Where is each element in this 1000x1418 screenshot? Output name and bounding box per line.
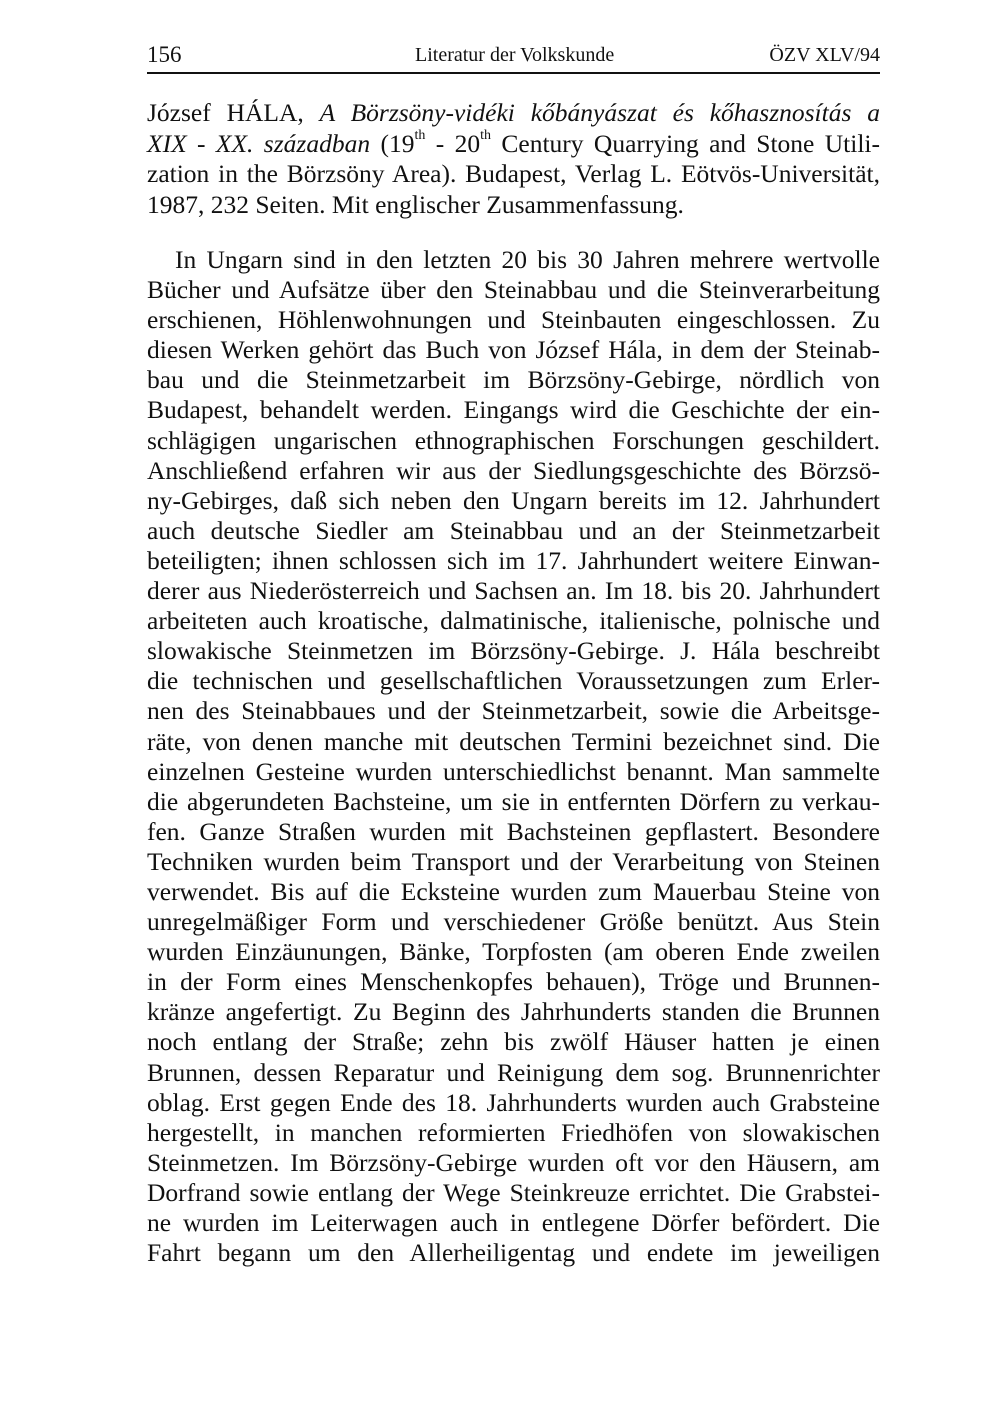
- citation-line-2: [147, 129, 880, 160]
- citation-superscript-1: th: [414, 128, 426, 143]
- body-line: schlägigen ungarischen ethnographischen Forschungen geschildert.: [147, 425, 880, 455]
- body-line: hergestellt, in manchen reformierten Friedhöfen von slowakischen: [147, 1117, 880, 1147]
- bibliographic-citation: [147, 98, 880, 220]
- running-header: [147, 40, 880, 74]
- body-line: kränze angefertigt. Zu Beginn des Jahrhunderts standen die Brunnen: [147, 997, 880, 1027]
- body-line: slowakische Steinmetzen im Börzsöny-Gebirge. J. Hála beschreibt: [147, 636, 880, 666]
- body-line: Budapest, behandelt werden. Eingangs wird die Geschichte der ein-: [147, 395, 880, 425]
- body-line: Anschließend erfahren wir aus der Siedlungsgeschichte des Börzsö-: [147, 455, 880, 485]
- citation-author: József HÁLA,: [147, 98, 320, 127]
- body-line: In Ungarn sind in den letzten 20 bis 30 Jahren mehrere wertvolle: [175, 245, 880, 274]
- body-line: Techniken wurden beim Transport und der Verarbeitung von Steinen: [147, 846, 880, 876]
- body-line: einzelnen Gesteine wurden unterschiedlichst benannt. Man sammelte: [147, 756, 880, 786]
- body-line: die technischen und gesellschaftlichen Voraussetzungen zum Erler-: [147, 666, 880, 696]
- body-line: räte, von denen manche mit deutschen Termini bezeichnet sind. Die: [147, 726, 880, 756]
- journal-reference: ÖZV XLV/94: [769, 44, 880, 66]
- body-line: bau und die Steinmetzarbeit im Börzsöny-Gebirge, nördlich von: [147, 365, 880, 395]
- citation-line-4: 1987, 232 Seiten. Mit englischer Zusammenfassung.: [147, 189, 684, 219]
- citation-dash: - 20: [425, 128, 481, 158]
- citation-superscript-2: th: [480, 128, 491, 143]
- body-line: beteiligten; ihnen schlossen sich im 17. Jahrhundert weitere Einwan-: [147, 545, 880, 575]
- citation-line-2-rest: Century Quarrying and Stone Utili-: [491, 128, 880, 158]
- body-line: wurden Einzäunungen, Bänke, Torpfosten (am oberen Ende zweilen: [147, 937, 880, 967]
- body-line: fen. Ganze Straßen wurden mit Bachsteinen gepflastert. Besondere: [147, 816, 880, 846]
- body-line: nen des Steinabbaues und der Steinmetzarbeit, sowie die Arbeitsge-: [147, 696, 880, 726]
- body-line: arbeiteten auch kroatische, dalmatinische, italienische, polnische und: [147, 606, 880, 636]
- body-line: derer aus Niederösterreich und Sachsen an. Im 18. bis 20. Jahrhundert: [147, 576, 880, 606]
- body-line: Brunnen, dessen Reparatur und Reinigung dem sog. Brunnenrichter: [147, 1057, 880, 1087]
- body-line: auch deutsche Siedler am Steinabbau und an der Steinmetzarbeit: [147, 515, 880, 545]
- body-line: Steinmetzen. Im Börzsöny-Gebirge wurden oft vor den Häusern, am: [147, 1147, 880, 1177]
- body-line: diesen Werken gehört das Buch von József Hála, in dem der Steinab-: [147, 335, 880, 365]
- body-line: verwendet. Bis auf die Ecksteine wurden zum Mauerbau Steine von: [147, 876, 880, 906]
- body-line: ny-Gebirges, daß sich neben den Ungarn bereits im 12. Jahrhundert: [147, 485, 880, 515]
- body-line: erschienen, Höhlenwohnungen und Steinbauten eingeschlossen. Zu: [147, 305, 880, 335]
- body-line: unregelmäßiger Form und verschiedener Größe benützt. Aus Stein: [147, 907, 880, 937]
- running-title: Literatur der Volkskunde: [415, 44, 615, 66]
- citation-paren-open: (19: [370, 128, 415, 158]
- citation-title-hu-1: A Börzsöny-vidéki kőbányászat és kőhasznosítás a: [319, 98, 880, 127]
- review-body: [147, 245, 880, 1268]
- body-line: in der Form eines Menschenkopfes behauen), Tröge und Brunnen-: [147, 967, 880, 997]
- page-number: 156: [147, 42, 182, 67]
- body-line: Dorfrand sowie entlang der Wege Steinkreuze errichtet. Die Grabstei-: [147, 1177, 880, 1207]
- body-line: noch entlang der Straße; zehn bis zwölf Häuser hatten je einen: [147, 1027, 880, 1057]
- citation-line-3: zation in the Börzsöny Area). Budapest, Verlag L. Eötvös-Universität,: [147, 159, 880, 188]
- body-line: Fahrt begann um den Allerheiligentag und endete im jeweiligen: [147, 1238, 880, 1268]
- body-line: ne wurden im Leiterwagen auch in entlegene Dörfer befördert. Die: [147, 1208, 880, 1237]
- body-line: die abgerundeten Bachsteine, um sie in entfernten Dörfern zu verkau-: [147, 786, 880, 816]
- body-line: Bücher und Aufsätze über den Steinabbau und die Steinverarbeitung: [147, 275, 880, 305]
- body-line: oblag. Erst gegen Ende des 18. Jahrhunderts wurden auch Grabsteine: [147, 1087, 880, 1117]
- citation-title-hu-2: XIX - XX. században: [147, 128, 371, 158]
- citation-line-1: [147, 98, 880, 129]
